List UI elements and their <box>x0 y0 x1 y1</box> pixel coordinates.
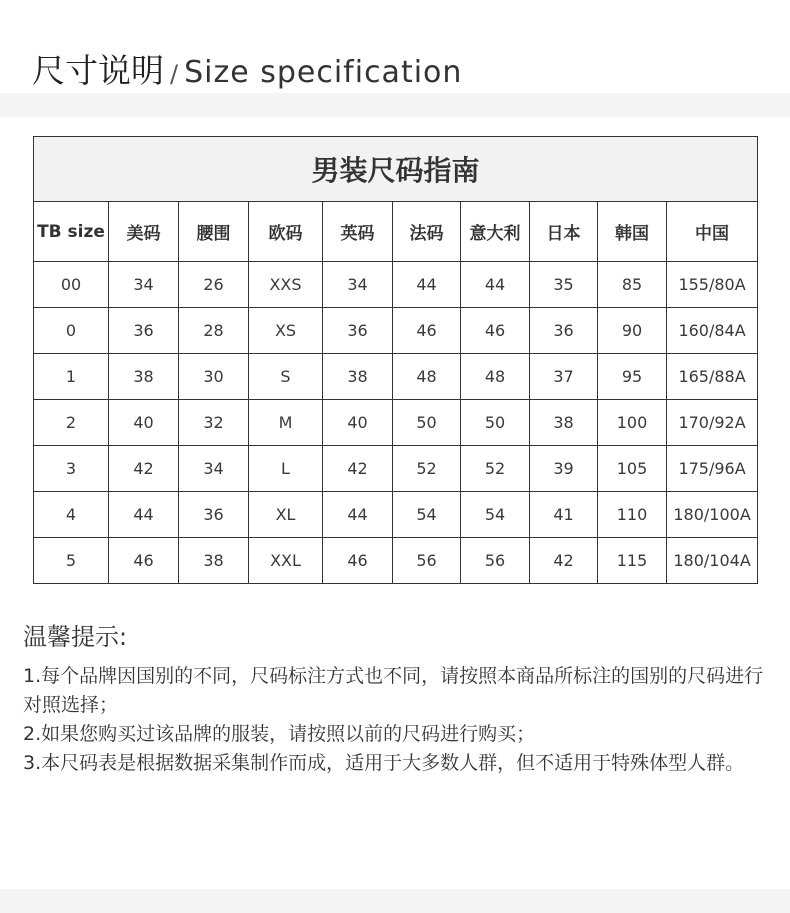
table-cell: XXL <box>249 538 323 584</box>
table-cell: 42 <box>323 446 393 492</box>
table-cell: 48 <box>393 354 461 400</box>
table-cell: 52 <box>461 446 530 492</box>
table-cell: 38 <box>530 400 598 446</box>
table-cell: 44 <box>393 262 461 308</box>
table-cell: 50 <box>393 400 461 446</box>
table-cell: 90 <box>598 308 667 354</box>
table-cell: 38 <box>109 354 179 400</box>
table-cell: 180/104A <box>667 538 758 584</box>
table-cell: XL <box>249 492 323 538</box>
table-cell: 46 <box>109 538 179 584</box>
table-cell: 30 <box>179 354 249 400</box>
tip-item: 1.每个品牌因国别的不同，尺码标注方式也不同，请按照本商品所标注的国别的尺码进行对照选择； <box>23 665 764 716</box>
table-row <box>34 262 758 308</box>
table-header-row <box>34 202 758 262</box>
table-cell: M <box>249 400 323 446</box>
column-header: 意大利 <box>461 202 530 262</box>
table-cell: 32 <box>179 400 249 446</box>
table-cell: 26 <box>179 262 249 308</box>
table-cell: 180/100A <box>667 492 758 538</box>
table-cell: 42 <box>109 446 179 492</box>
size-chart-table <box>33 136 758 584</box>
table-cell: 50 <box>461 400 530 446</box>
tip-item: 2.如果您购买过该品牌的服装，请按照以前的尺码进行购买； <box>23 723 536 745</box>
table-cell: XS <box>249 308 323 354</box>
table-cell: 5 <box>34 538 109 584</box>
divider-band-top <box>0 93 790 117</box>
table-row <box>34 308 758 354</box>
page-title-en: Size specification <box>184 55 463 90</box>
table-cell: L <box>249 446 323 492</box>
table-row <box>34 400 758 446</box>
table-cell: 35 <box>530 262 598 308</box>
table-cell: 38 <box>179 538 249 584</box>
table-cell: 4 <box>34 492 109 538</box>
table-cell: 44 <box>461 262 530 308</box>
column-header: 韩国 <box>598 202 667 262</box>
table-cell: 40 <box>109 400 179 446</box>
table-cell: 34 <box>109 262 179 308</box>
table-cell: 36 <box>179 492 249 538</box>
column-header: 英码 <box>323 202 393 262</box>
table-cell: 56 <box>393 538 461 584</box>
table-cell: 95 <box>598 354 667 400</box>
table-cell: 110 <box>598 492 667 538</box>
divider-band-bottom <box>0 889 790 913</box>
table-cell: 37 <box>530 354 598 400</box>
table-cell: 0 <box>34 308 109 354</box>
table-cell: 1 <box>34 354 109 400</box>
table-cell: 54 <box>393 492 461 538</box>
table-cell: 155/80A <box>667 262 758 308</box>
table-cell: 44 <box>323 492 393 538</box>
table-row <box>34 354 758 400</box>
table-cell: 34 <box>323 262 393 308</box>
table-cell: 42 <box>530 538 598 584</box>
page-title-cn: 尺寸说明 <box>32 51 164 90</box>
table-cell: 40 <box>323 400 393 446</box>
column-header: 欧码 <box>249 202 323 262</box>
table-cell: 46 <box>461 308 530 354</box>
table-cell: 165/88A <box>667 354 758 400</box>
table-cell: 85 <box>598 262 667 308</box>
table-cell: 41 <box>530 492 598 538</box>
column-header: 法码 <box>393 202 461 262</box>
table-cell: 54 <box>461 492 530 538</box>
table-cell: 115 <box>598 538 667 584</box>
table-cell: 36 <box>109 308 179 354</box>
table-cell: 3 <box>34 446 109 492</box>
table-cell: 39 <box>530 446 598 492</box>
column-header: TB size <box>34 202 109 262</box>
column-header: 美码 <box>109 202 179 262</box>
column-header: 日本 <box>530 202 598 262</box>
column-header: 中国 <box>667 202 758 262</box>
table-cell: 100 <box>598 400 667 446</box>
size-chart-caption: 男装尺码指南 <box>34 137 758 202</box>
table-cell: 36 <box>530 308 598 354</box>
table-cell: 38 <box>323 354 393 400</box>
table-cell: 34 <box>179 446 249 492</box>
table-cell: 170/92A <box>667 400 758 446</box>
table-cell: 46 <box>323 538 393 584</box>
table-cell: 00 <box>34 262 109 308</box>
table-cell: 105 <box>598 446 667 492</box>
table-cell: 28 <box>179 308 249 354</box>
table-cell: 46 <box>393 308 461 354</box>
column-header: 腰围 <box>179 202 249 262</box>
table-cell: S <box>249 354 323 400</box>
table-cell: 2 <box>34 400 109 446</box>
table-row <box>34 492 758 538</box>
table-row <box>34 538 758 584</box>
table-row <box>34 446 758 492</box>
table-cell: XXS <box>249 262 323 308</box>
table-cell: 160/84A <box>667 308 758 354</box>
table-cell: 52 <box>393 446 461 492</box>
table-cell: 36 <box>323 308 393 354</box>
table-cell: 175/96A <box>667 446 758 492</box>
table-cell: 48 <box>461 354 530 400</box>
title-separator: / <box>170 60 179 88</box>
table-cell: 44 <box>109 492 179 538</box>
page-title <box>32 45 462 89</box>
table-cell: 56 <box>461 538 530 584</box>
tip-item: 3.本尺码表是根据数据采集制作而成，适用于大多数人群，但不适用于特殊体型人群。 <box>23 752 745 774</box>
tips-list <box>23 662 775 778</box>
tips-heading: 温馨提示: <box>23 623 128 651</box>
